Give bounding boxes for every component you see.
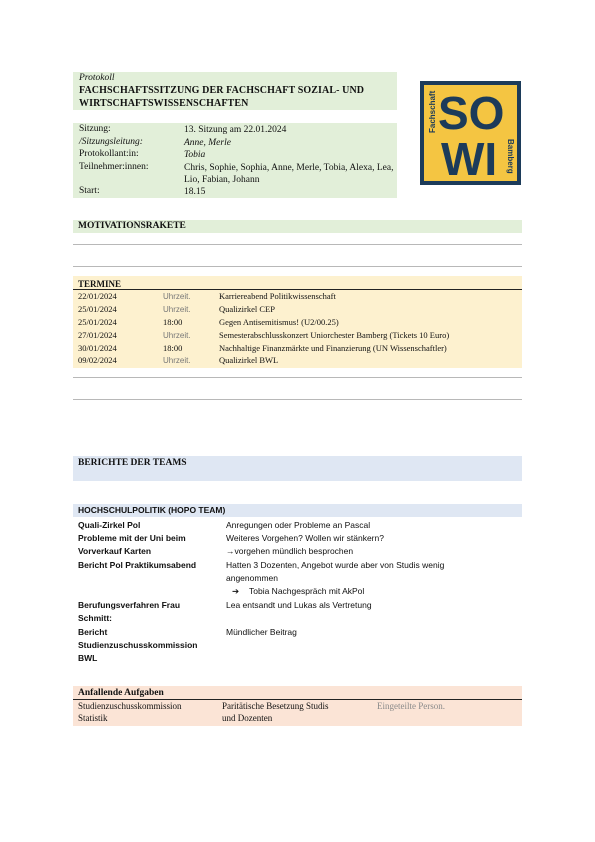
termin-time[interactable]: 18:00 bbox=[163, 317, 183, 327]
logo-side-left: Fachschaft bbox=[428, 90, 437, 133]
hopo-text: Hatten 3 Dozenten, Angebot wurde aber von Studis wenig bbox=[226, 560, 445, 570]
divider bbox=[73, 399, 522, 400]
termin-date: 27/01/2024 bbox=[78, 330, 117, 340]
aufgabe-desc: Paritätische Besetzung Studis bbox=[222, 701, 329, 711]
hopo-label: Bericht Pol Praktikumsabend bbox=[78, 560, 197, 570]
hopo-text: Tobia Nachgespräch mit AkPol bbox=[249, 586, 365, 596]
hopo-label: Probleme mit der Uni beim bbox=[78, 533, 186, 543]
divider bbox=[73, 266, 522, 267]
aufgabe-desc: und Dozenten bbox=[222, 713, 273, 723]
info-label-teilnehmer: Teilnehmer:innen: bbox=[79, 162, 149, 172]
aufgaben-underline bbox=[73, 699, 522, 700]
hopo-label: Vorverkauf Karten bbox=[78, 546, 152, 556]
termin-time[interactable]: Uhrzeit. bbox=[163, 356, 191, 365]
sowi-logo-mark bbox=[424, 85, 517, 181]
termin-desc: Qualizirkel BWL bbox=[219, 355, 279, 365]
aufgabe-name: Studienzuschusskommission bbox=[78, 701, 182, 711]
termine-block bbox=[73, 276, 522, 368]
termin-desc: Nachhaltige Finanzmärkte und Finanzierung (UN Wissenschaftler) bbox=[219, 343, 447, 353]
hopo-text: Mündlicher Beitrag bbox=[226, 627, 297, 637]
termin-date: 09/02/2024 bbox=[78, 355, 117, 365]
termin-desc: Gegen Antisemitismus! (U2/00.25) bbox=[219, 317, 339, 327]
hopo-label: Schmitt: bbox=[78, 613, 112, 623]
hopo-text: angenommen bbox=[226, 573, 278, 583]
termin-time[interactable]: Uhrzeit. bbox=[163, 292, 191, 301]
hopo-text: Anregungen oder Probleme an Pascal bbox=[226, 520, 371, 530]
meeting-info bbox=[73, 123, 397, 198]
info-label-protokoll: Protokollant:in: bbox=[79, 149, 139, 159]
hopo-text: Lea entsandt und Lukas als Vertretung bbox=[226, 600, 372, 610]
section-termine-title: TERMINE bbox=[78, 279, 122, 289]
info-value-leitung: Anne, Merle bbox=[184, 138, 231, 148]
divider bbox=[73, 244, 522, 245]
info-label-start: Start: bbox=[79, 186, 100, 196]
title-block bbox=[73, 72, 397, 110]
section-motivation-title: MOTIVATIONSRAKETE bbox=[78, 221, 186, 231]
hopo-text: Weiteres Vorgehen? Wollen wir stänkern? bbox=[226, 533, 384, 543]
termin-date: 30/01/2024 bbox=[78, 343, 117, 353]
hopo-label: Berufungsverfahren Frau bbox=[78, 600, 181, 610]
termin-time[interactable]: Uhrzeit. bbox=[163, 305, 191, 314]
logo-top-text: SO bbox=[438, 87, 505, 139]
divider bbox=[73, 377, 522, 378]
hopo-text: →vorgehen mündlich besprochen bbox=[226, 546, 354, 556]
logo-side-right: Bamberg bbox=[506, 139, 515, 174]
logo-bottom-text: WI bbox=[441, 133, 498, 181]
section-berichte-title: BERICHTE DER TEAMS bbox=[78, 458, 187, 468]
doc-type: Protokoll bbox=[79, 73, 115, 83]
termin-date: 25/01/2024 bbox=[78, 317, 117, 327]
termin-date: 25/01/2024 bbox=[78, 304, 117, 314]
hopo-label: Quali-Zirkel Pol bbox=[78, 520, 141, 530]
hopo-label: Studienzuschusskommission bbox=[78, 640, 198, 650]
arrow-right-icon: ➔ bbox=[232, 586, 240, 596]
termin-date: 22/01/2024 bbox=[78, 291, 117, 301]
info-value-protokoll: Tobia bbox=[184, 150, 206, 160]
aufgaben-block bbox=[73, 686, 522, 726]
sowi-logo bbox=[420, 81, 521, 185]
info-label-sitzung: Sitzung: bbox=[79, 124, 111, 134]
termin-time[interactable]: 18:00 bbox=[163, 343, 183, 353]
page-title: FACHSCHAFTSSITZUNG DER FACHSCHAFT SOZIAL- UND WIRTSCHAFTSWISSENSCHAFTEN bbox=[79, 85, 365, 109]
termine-underline bbox=[73, 289, 522, 290]
termin-desc: Semesterabschlusskonzert Uniorchester Bamberg (Tickets 10 Euro) bbox=[219, 330, 450, 340]
termin-desc: Karriereabend Politikwissenschaft bbox=[219, 291, 336, 301]
section-aufgaben-title: Anfallende Aufgaben bbox=[78, 688, 164, 698]
aufgabe-name: Statistik bbox=[78, 713, 108, 723]
section-motivation bbox=[73, 220, 522, 233]
section-hopo-title: HOCHSCHULPOLITIK (HOPO TEAM) bbox=[78, 505, 226, 515]
info-value-teilnehmer: Chris, Sophie, Sophia, Anne, Merle, Tobia, Alexa, Lea, Lio, Fabian, Johann bbox=[184, 163, 394, 185]
section-berichte bbox=[73, 456, 522, 481]
hopo-label: Bericht bbox=[78, 627, 108, 637]
termin-time[interactable]: Uhrzeit. bbox=[163, 331, 191, 340]
info-value-start: 18.15 bbox=[184, 187, 206, 197]
section-hopo bbox=[73, 504, 522, 517]
aufgabe-person[interactable]: Eingeteilte Person. bbox=[377, 701, 445, 711]
hopo-label: BWL bbox=[78, 653, 98, 663]
info-label-leitung: /Sitzungsleitung: bbox=[79, 137, 143, 147]
info-value-sitzung: 13. Sitzung am 22.01.2024 bbox=[184, 125, 287, 135]
termin-desc: Qualizirkel CEP bbox=[219, 304, 275, 314]
